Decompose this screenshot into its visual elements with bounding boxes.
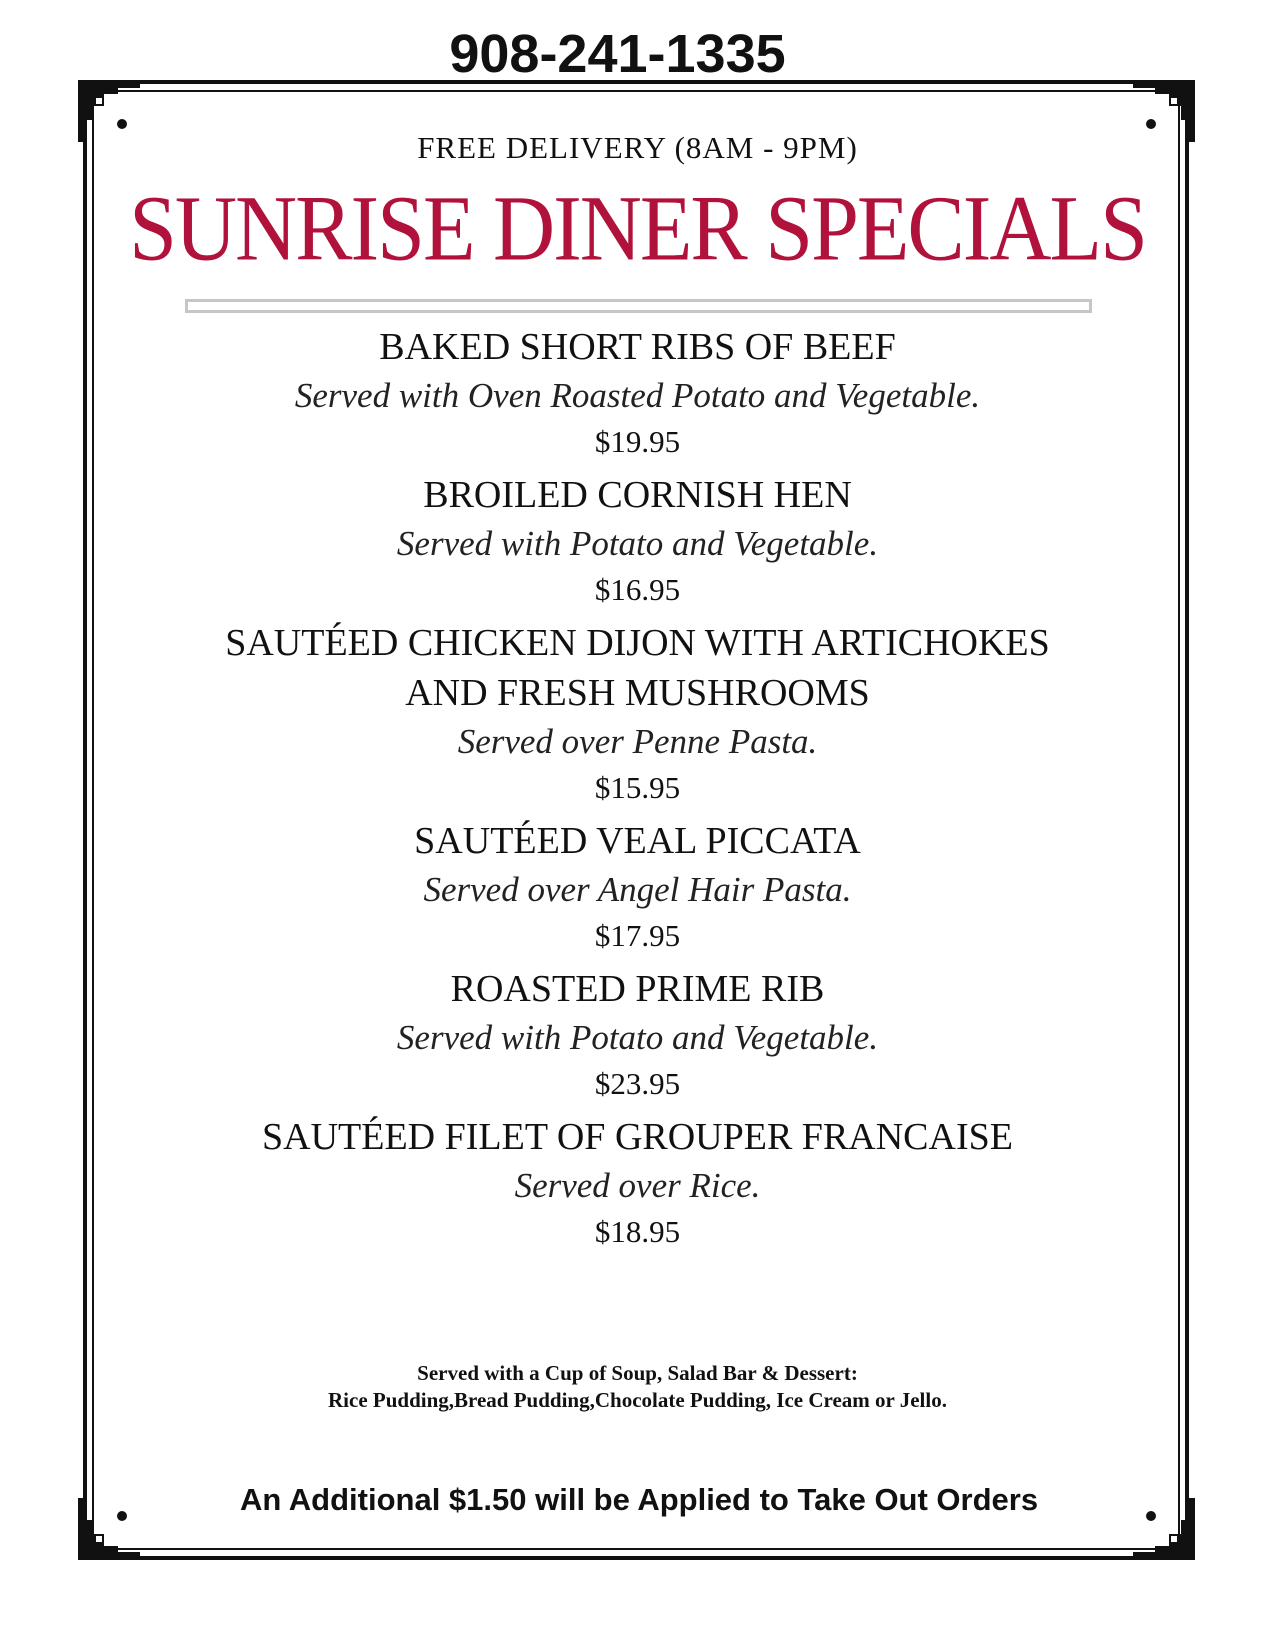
- item-price: $16.95: [594, 572, 681, 607]
- specials-list: [0, 322, 1275, 1260]
- item-price: $19.95: [594, 424, 681, 459]
- sides-line-1: Served with a Cup of Soup, Salad Bar & Dessert:: [417, 1361, 858, 1385]
- sides-line-2: Rice Pudding,Bread Pudding,Chocolate Pudding, Ice Cream or Jello.: [328, 1388, 947, 1412]
- item-name: BAKED SHORT RIBS OF BEEF: [379, 326, 896, 368]
- item-price: $23.95: [594, 1066, 681, 1101]
- corner-ornament-icon: [78, 1498, 140, 1560]
- takeout-surcharge-note: An Additional $1.50 will be Applied to Take Out Orders: [240, 1482, 1039, 1517]
- phone-number: 908-241-1335: [449, 24, 786, 84]
- item-description: Served with Potato and Vegetable.: [396, 1018, 879, 1057]
- item-name: SAUTÉED CHICKEN DIJON WITH ARTICHOKES: [225, 622, 1050, 664]
- title-divider: [185, 299, 1092, 313]
- included-sides-note: [0, 1360, 1275, 1414]
- item-description: Served over Penne Pasta.: [457, 722, 818, 761]
- page-title: SUNRISE DINER SPECIALS: [129, 176, 1146, 280]
- item-description: Served over Rice.: [514, 1166, 761, 1205]
- corner-ornament-icon: [1133, 1498, 1195, 1560]
- list-item: [0, 322, 1275, 464]
- item-name: BROILED CORNISH HEN: [423, 474, 852, 516]
- item-description: Served with Oven Roasted Potato and Vegetable.: [294, 376, 981, 415]
- item-price: $17.95: [594, 918, 681, 953]
- item-name: AND FRESH MUSHROOMS: [405, 672, 870, 714]
- list-item: [0, 470, 1275, 612]
- item-price: $18.95: [594, 1214, 681, 1249]
- list-item: [0, 1112, 1275, 1254]
- delivery-hours: FREE DELIVERY (8AM - 9PM): [417, 130, 858, 165]
- list-item: [0, 816, 1275, 958]
- item-description: Served over Angel Hair Pasta.: [423, 870, 852, 909]
- list-item: [0, 964, 1275, 1106]
- item-description: Served with Potato and Vegetable.: [396, 524, 879, 563]
- item-name: ROASTED PRIME RIB: [450, 968, 825, 1010]
- item-price: $15.95: [594, 770, 681, 805]
- list-item: [0, 618, 1275, 810]
- item-name: SAUTÉED VEAL PICCATA: [414, 820, 861, 862]
- item-name: SAUTÉED FILET OF GROUPER FRANCAISE: [262, 1116, 1013, 1158]
